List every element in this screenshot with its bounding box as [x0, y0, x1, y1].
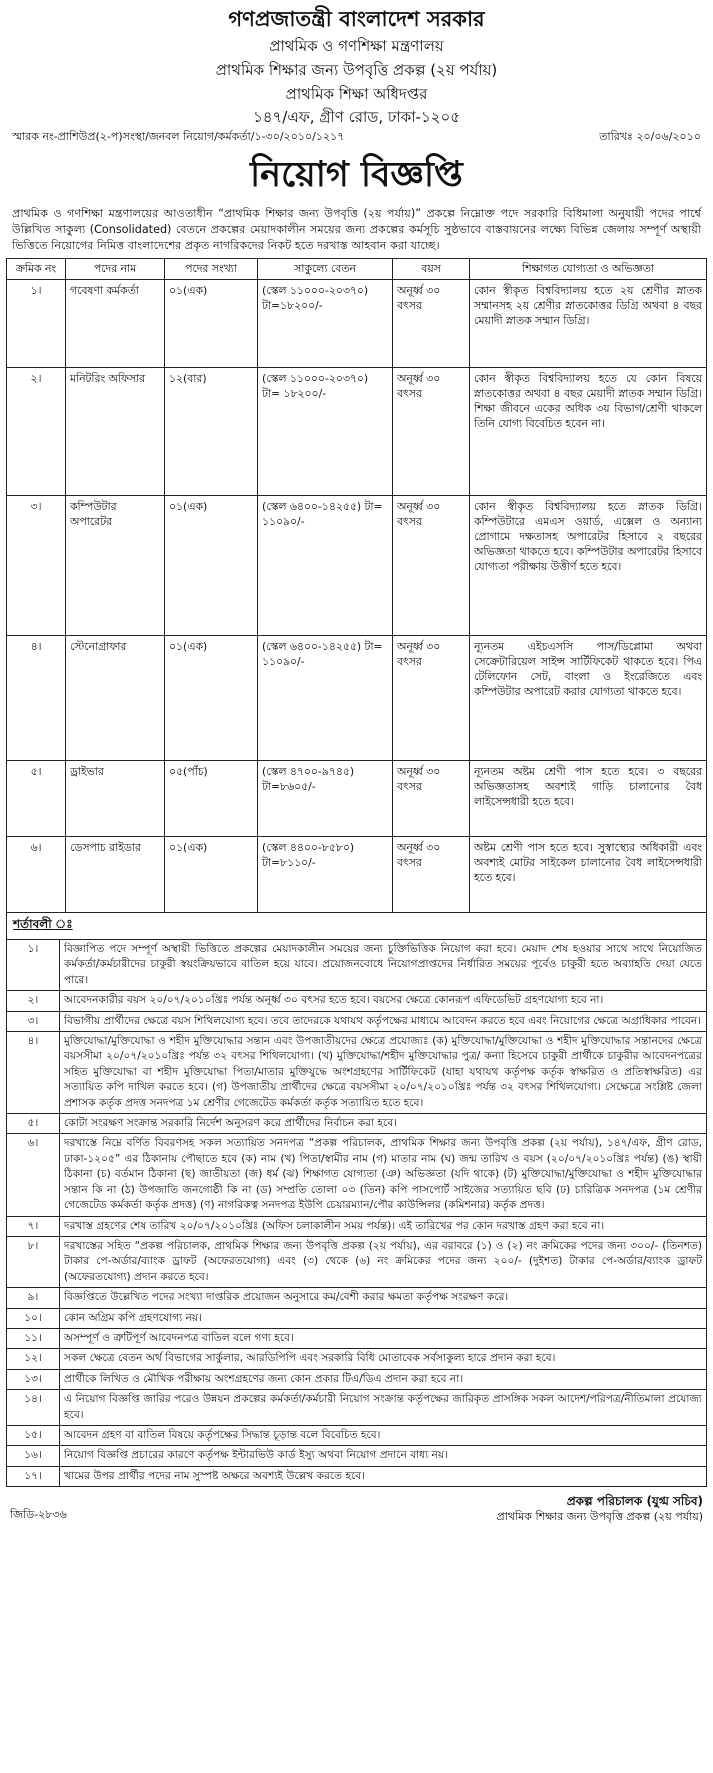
notice-page	[6, 0, 707, 1525]
list-item	[7, 1390, 706, 1426]
col-post: পদের নাম	[66, 259, 165, 280]
term-number: ৩।	[7, 1011, 60, 1031]
row-qualification: ন্যূনতম অষ্টম শ্রেণী পাস হতে হবে। ৩ বছরের অভিজ্ঞতাসহ অবশ্যই গাড়ি চালানোর বৈধ লাইসেন্সধারী হতে হবে।	[470, 761, 707, 837]
row-qualification: কোন স্বীকৃত বিশ্ববিদ্যালয় হতে ২য় শ্রেণীর স্নাতক সম্মানসহ ২য় শ্রেণীর স্নাতকোত্তর ডিগ্রি অথবা ৪ বছর মেয়াদী স্নাতক সম্মান ডিগ্রি।	[470, 280, 707, 368]
row-serial: ৩।	[7, 496, 66, 636]
directorate-name: প্রাথমিক শিক্ষা অধিদপ্তর	[285, 85, 428, 103]
col-qualification: শিক্ষাগত যোগ্যতা ও অভিজ্ঞতা	[470, 259, 707, 280]
row-qualification: অষ্টম শ্রেণী পাস হতে হবে। সুস্বাস্থ্যের অধিকারী এবং অবশ্যই মোটর সাইকেল চালানোর বৈধ লাইসেন্সধারী হতে হবে।	[470, 837, 707, 913]
term-text: মুক্তিযোদ্ধা/মুক্তিযোদ্ধা ও শহীদ মুক্তিযোদ্ধার সন্তান এবং উপজাতীয়দের ক্ষেত্রে প্রযোজ্যঃ (ক) মুক্তিযোদ্ধা/মুক্তিযোদ্ধা ও শহীদ মুক্তিযোদ্ধার সন্তানদের ক্ষেত্রে বয়সসীমা ২০/০৭/২০১০খ্রিঃ পর্যন্ত ৩২ বৎসর শিথিলযোগ্য। (খ) মুক্তিযোদ্ধা/শহীদ মুক্তিযোদ্ধার পুত্র/ কন্যা হিসেবে চাকুরী প্রার্থীকে চাকুরীর আবেদনপত্রের সহিত মুক্তিযোদ্ধা বা শহীদ মুক্তিযোদ্ধা পিতা/মাতার মুক্তিযুদ্ধে অংশগ্রহণের সার্টিফিকেট (যাহা যথাযথ কর্তৃপক্ষ কর্তৃক স্বাক্ষরিত ও প্রতিস্বাক্ষরিত) এর সত্যায়িত কপি দাখিল করতে হবে। (গ) উপজাতীয় প্রার্থীদের ক্ষেত্রে বয়সসীমা ২০/০৭/২০১০খ্রিঃ পর্যন্ত ৩২ বৎসর শিথিলযোগ্য। সেক্ষেত্রে সংশ্লিষ্ট জেলা প্রশাসক কর্তৃক প্রদত্ত সনদপত্র ১ম শ্রেণীর গেজেটেড কর্মকর্তা কর্তৃক সত্যায়িত হতে হবে।	[60, 1032, 707, 1114]
list-item	[7, 1032, 706, 1114]
project-name: প্রাথমিক শিক্ষার জন্য উপবৃত্তি প্রকল্প (২য় পর্যায়)	[215, 61, 498, 79]
term-text: আবেদন গ্রহণ বা বাতিল বিষয়ে কর্তৃপক্ষের সিদ্ধান্ত চূড়ান্ত বলে বিবেচিত হবে।	[60, 1425, 707, 1445]
row-count: ০১(এক)	[165, 496, 258, 636]
list-item	[7, 1288, 706, 1308]
row-salary: (স্কেল ১১০০০-২০৩৭০) টা= ১৮২০০/-	[258, 368, 393, 496]
row-count: ১২(বার)	[165, 368, 258, 496]
footer	[6, 1493, 707, 1525]
row-age: অনূর্ধ্ব ৩০ বৎসর	[393, 280, 470, 368]
term-number: ১৪।	[7, 1390, 60, 1426]
row-serial: ৬।	[7, 837, 66, 913]
term-number: ১১।	[7, 1328, 60, 1348]
signer-project: প্রাথমিক শিক্ষার জন্য উপবৃত্তি প্রকল্প (২য় পর্যায়)	[496, 1510, 703, 1524]
term-text: খামের উপর প্রার্থীর পদের নাম সুস্পষ্ট অক্ষরে অবশ্যই উল্লেখ করতে হবে।	[60, 1466, 707, 1486]
term-text: দরখাস্ত গ্রহণের শেষ তারিখ ২০/০৭/২০১০খ্রিঃ (অফিস চলাকালীন সময় পর্যন্ত)। এই তারিখের পর কোন দরখাস্ত গ্রহণ করা হবে না।	[60, 1216, 707, 1236]
term-text: অসম্পূর্ণ ও ত্রুটিপূর্ণ আবেদনপত্র বাতিল বলে গণ্য হবে।	[60, 1328, 707, 1348]
memo-number: স্মারক নং-প্রাশিউপ্র(২-প)সংস্থা/জনবল নিয়োগ/কর্মকর্তা/১-৩০/২০১০/১২১৭	[12, 130, 345, 143]
office-address: ১৪৭/এফ, গ্রীণ রোড, ঢাকা-১২০৫	[253, 108, 460, 126]
list-item	[7, 1328, 706, 1348]
term-number: ১০।	[7, 1308, 60, 1328]
term-text: কোন অগ্রিম কপি গ্রহণযোগ্য নয়।	[60, 1308, 707, 1328]
row-serial: ১।	[7, 280, 66, 368]
row-count: ০১(এক)	[165, 636, 258, 761]
row-serial: ৫।	[7, 761, 66, 837]
term-text: সকল ক্ষেত্রে বেতন অর্থ বিভাগের সার্কুলার, আরডিপিপি এবং সরকারি বিধি মোতাবেক সর্বসাকুল্য হারে প্রদান করা হবে।	[60, 1349, 707, 1369]
list-item	[7, 1466, 706, 1486]
posts-table	[6, 258, 707, 913]
row-salary: (স্কেল ৪৭০০-৯৭৪৫) টা=৮৬০৫/-	[258, 761, 393, 837]
term-number: ১৬।	[7, 1446, 60, 1466]
table-row	[7, 761, 707, 837]
table-row	[7, 280, 707, 368]
term-number: ৫।	[7, 1114, 60, 1134]
row-salary: (স্কেল ১১০০০-২০৩৭০) টা=১৮২০০/-	[258, 280, 393, 368]
list-item	[7, 940, 706, 991]
row-serial: ৪।	[7, 636, 66, 761]
signer-title: প্রকল্প পরিচালক (যুগ্ম সচিব)	[566, 1494, 703, 1509]
table-row	[7, 636, 707, 761]
notice-date: তারিখঃ ২০/০৬/২০১০	[599, 130, 701, 143]
term-number: ৭।	[7, 1216, 60, 1236]
row-count: ০১(এক)	[165, 280, 258, 368]
list-item	[7, 1349, 706, 1369]
term-text: আবেদনকারীর বয়স ২০/০৭/২০১০খ্রিঃ পর্যন্ত অনূর্ধ্ব ৩০ বৎসর হতে হবে। বয়সের ক্ষেত্রে কোনরূপ এফিডেভিট গ্রহণযোগ্য হবে না।	[60, 991, 707, 1011]
term-text: বিভাগীয় প্রার্থীদের ক্ষেত্রে বয়স শিথিলযোগ্য হবে। তবে তাদেরকে যথাযথ কর্তৃপক্ষের মাধ্যমে আবেদন করতে হবে এবং নিয়োগের ক্ষেত্রে অগ্রাধিকার পাবেন।	[60, 1011, 707, 1031]
list-item	[7, 1308, 706, 1328]
row-salary: (স্কেল ৬৪০০-১৪২৫৫) টা= ১১০৯০/-	[258, 496, 393, 636]
list-item	[7, 1216, 706, 1236]
row-qualification: কোন স্বীকৃত বিশ্ববিদ্যালয় হতে স্নাতক ডিগ্রি। কম্পিউটারে এমএস ওয়ার্ড, এক্সেল ও অন্যান্য প্রোগামে দক্ষতাসহ অপারেটর হিসাবে ২ বছরের অভিজ্ঞতা থাকতে হবে। কম্পিউটার অপারেটর হিসাবে যোগ্যতা পরীক্ষায় উত্তীর্ণ হতে হবে।	[470, 496, 707, 636]
term-number: ৬।	[7, 1134, 60, 1216]
page-title: নিয়োগ বিজ্ঞপ্তি	[250, 155, 463, 195]
row-qualification: ন্যূনতম এইচএসসি পাস/ডিপ্লোমা অথবা সেক্রেটারিয়েল সাইন্স সার্টিফিকেট থাকতে হবে। পিএ টেলিফোন সেট, বাংলা ও ইংরেজিতে এবং কম্পিউটার অপারেট করার যোগ্যতা থাকতে হবে।	[470, 636, 707, 761]
terms-list	[7, 939, 706, 1486]
term-number: ৮।	[7, 1236, 60, 1287]
row-post: ড্রাইভার	[66, 761, 165, 837]
term-number: ১৭।	[7, 1466, 60, 1486]
row-salary: (স্কেল ৬৪০০-১৪২৫৫) টা= ১১০৯০/-	[258, 636, 393, 761]
header	[6, 4, 707, 128]
term-number: ২।	[7, 991, 60, 1011]
term-text: কোটা সংরক্ষণ সংক্রান্ত সরকারি নির্দেশ অনুসরণ করে প্রার্থীদের নির্বাচন করা হবে।	[60, 1114, 707, 1134]
list-item	[7, 1425, 706, 1445]
list-item	[7, 1369, 706, 1389]
row-post: কম্পিউটার অপারেটর	[66, 496, 165, 636]
term-text: প্রার্থীকে লিখিত ও মৌখিক পরীক্ষায় অংশগ্রহণের জন্য কোন প্রকার টিএ/ডিএ প্রদান করা হবে না।	[60, 1369, 707, 1389]
list-item	[7, 1011, 706, 1031]
table-header-row	[7, 259, 707, 280]
list-item	[7, 1446, 706, 1466]
term-number: ৪।	[7, 1032, 60, 1114]
row-age: অনূর্ধ্ব ৩০ বৎসর	[393, 368, 470, 496]
col-count: পদের সংখ্যা	[165, 259, 258, 280]
gd-code: জিডি-২৮৩৬	[10, 1508, 67, 1522]
row-post: মনিটরিং অফিসার	[66, 368, 165, 496]
list-item	[7, 1236, 706, 1287]
term-number: ১।	[7, 940, 60, 991]
table-row	[7, 837, 707, 913]
row-salary: (স্কেল ৪৪০০-৮৫৮০) টা=৮১১০/-	[258, 837, 393, 913]
term-text: নিয়োগ বিজ্ঞপ্তি প্রচারের কারণে কর্তৃপক্ষ ইন্টারভিউ কার্ড ইস্যু অথবা নিয়োগ প্রদানে বাধ্য নয়।	[60, 1446, 707, 1466]
term-text: বিজ্ঞপ্তিতে উল্লেখিত পদের সংখ্যা দাপ্তরিক প্রয়োজন অনুসারে কম/বেশী করার ক্ষমতা কর্তৃপক্ষ সংরক্ষণ করে।	[60, 1288, 707, 1308]
term-number: ১৩।	[7, 1369, 60, 1389]
row-count: ০৫(পাঁচ)	[165, 761, 258, 837]
col-salary: সাকুল্যে বেতন	[258, 259, 393, 280]
term-text: বিজ্ঞাপিত পদে সম্পূর্ণ অস্থায়ী ভিত্তিতে প্রকল্পের মেয়াদকালীন সময়ের জন্য চুক্তিভিত্তিক নিয়োগ করা হবে। মেয়াদ শেষ হওয়ার সাথে সাথে নিয়োজিত কর্মকর্তা/কর্মচারীদের চাকুরী স্বয়ংক্রিয়ভাবে বাতিল হয়ে যাবে। প্রয়োজনবোধে নিয়োগপ্রাপ্তদের নির্ধারিত সময়ের পূর্বেও চাকুরী হতে অব্যাহতি দেয়া যেতে পারে।	[60, 940, 707, 991]
gov-title: গণপ্রজাতন্ত্রী বাংলাদেশ সরকার	[228, 7, 485, 31]
term-text: দরখাস্তের সহিত “প্রকল্প পরিচালক, প্রাথমিক শিক্ষার জন্য উপবৃত্তি প্রকল্প (২য় পর্যায়), এর বরাবরে (১) ও (২) নং ক্রমিকের পদের জন্য ৩০০/- (তিনশত) টাকার পে-অর্ডার/ব্যাংক ড্রাফট (অফেরতযোগ্য) এবং (৩) থেকে (৬) নং ক্রমিকের পদের জন্য ২০০/- (দুইশত) টাকার পে-অর্ডার/ব্যাংক ড্রাফট (অফেরতযোগ্য) প্রদান করতে হবে।	[60, 1236, 707, 1287]
list-item	[7, 1134, 706, 1216]
term-number: ১৫।	[7, 1425, 60, 1445]
row-count: ০১(এক)	[165, 837, 258, 913]
row-age: অনূর্ধ্ব ৩০ বৎসর	[393, 761, 470, 837]
terms-heading: শর্তাবলী ঃ	[13, 917, 73, 931]
row-qualification: কোন স্বীকৃত বিশ্ববিদ্যালয় হতে যে কোন বিষয়ে স্নাতকোত্তর অথবা ৪ বছর মেয়াদী স্নাতক সম্মান ডিগ্রি। শিক্ষা জীবনে একের অধিক ৩য় বিভাগ/শ্রেণী থাকলে তিনি যোগ্য বিবেচিত হবেন না।	[470, 368, 707, 496]
terms-section	[6, 913, 707, 1487]
term-text: এ নিয়োগ বিজ্ঞপ্তি জারির পরেও উন্নয়ন প্রকল্পের কর্মকর্তা/কর্মচারী নিয়োগ সংক্রান্ত কর্তৃপক্ষের জারিকৃত প্রাসঙ্গিক সকল আদেশ/পরিপত্র/নীতিমালা প্রযোজ্য হবে।	[60, 1390, 707, 1426]
list-item	[7, 991, 706, 1011]
memo-line	[6, 128, 707, 146]
col-age: বয়স	[393, 259, 470, 280]
signature-block	[497, 1493, 703, 1525]
row-age: অনূর্ধ্ব ৩০ বৎসর	[393, 496, 470, 636]
row-post: ডেসপাচ রাইডার	[66, 837, 165, 913]
list-item	[7, 1114, 706, 1134]
term-number: ১২।	[7, 1349, 60, 1369]
term-number: ৯।	[7, 1288, 60, 1308]
table-row	[7, 368, 707, 496]
ministry-name: প্রাথমিক ও গণশিক্ষা মন্ত্রণালয়	[269, 37, 444, 55]
col-serial: ক্রমিক নং	[7, 259, 66, 280]
row-post: গবেষণা কর্মকর্তা	[66, 280, 165, 368]
table-row	[7, 496, 707, 636]
row-post: স্টেনোগ্রাফার	[66, 636, 165, 761]
term-text: দরখাস্তে নিম্নে বর্ণিত বিবরণসহ সকল সত্যায়িত সনদপত্র “প্রকল্প পরিচালক, প্রাথমিক শিক্ষার জন্য উপবৃত্তি প্রকল্প (২য় পর্যায়), ১৪৭/এফ, গ্রীণ রোড, ঢাকা-১২০৫” এর ঠিকানায় পৌছাতে হবে (ক) নাম (খ) পিতা/স্বামীর নাম (গ) মাতার নাম (ঘ) জন্ম তারিখ ও বয়স (২০/০৭/২০১০খ্রিঃ পর্যন্ত) (ঙ) স্থায়ী ঠিকানা (চ) বর্তমান ঠিকানা (ছ) জাতীয়তা (জ) ধর্ম (ঝ) শিক্ষাগত যোগ্যতা (ঞ) অভিজ্ঞতা (যদি থাকে) (ট) মুক্তিযোদ্ধা/মুক্তিযোদ্ধা ও শহীদ মুক্তিযোদ্ধার সন্তান কি না (ঠ) উপজাতি জনগোষ্ঠী কি না (ড) সম্প্রতি তোলা ০৩ (তিন) কপি পাসপোর্ট সাইজের সত্যায়িত ছবি (ঢ) চারিত্রিক সনদপত্র (১ম শ্রেণীর গেজেটেড কর্মকর্তা কর্তৃক প্রদত্ত) (ণ) নাগরিকত্ব সনদপত্র ইউপি চেয়ারম্যান/পৌর কাউন্সিলর (কমিশনার) কর্তৃক প্রদত্ত।	[60, 1134, 707, 1216]
intro-paragraph: প্রাথমিক ও গণশিক্ষা মন্ত্রণালয়ের আওতাধীন “প্রাথমিক শিক্ষার জন্য উপবৃত্তি (২য় পর্যায়)” প্রকল্পে নিম্নোক্ত পদে সরকারি বিধিমালা অনুযায়ী পদের পার্শ্বে উল্লিখিত সাকুল্য (Consolidated) বেতনে প্রকল্পের মেয়াদকালীন সময়ের জন্য প্রকল্পের কর্মসূচি সুষ্ঠভাবে বাস্তবায়নের লক্ষ্যে বিভিন্ন জেলায় সম্পূর্ণ অস্থায়ী ভিত্তিতে নিয়োগের নিমিত্ত বাংলাদেশের প্রকৃত নাগরিকদের নিকট হতে দরখাস্ত আহবান করা যাচ্ছে।	[12, 207, 701, 252]
row-serial: ২।	[7, 368, 66, 496]
row-age: অনূর্ধ্ব ৩০ বৎসর	[393, 636, 470, 761]
row-age: অনূর্ধ্ব ৩০ বৎসর	[393, 837, 470, 913]
